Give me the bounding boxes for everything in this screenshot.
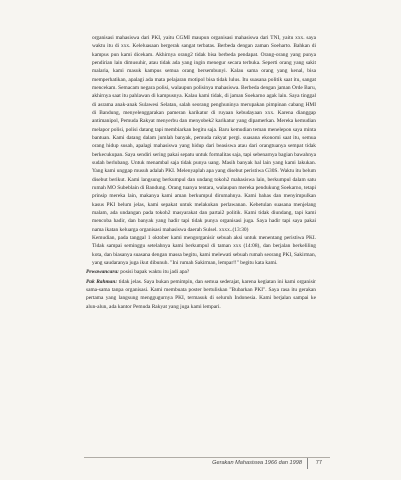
paragraph-1: organisasi mahasiswa dari PKI, yaitu CGMI maupun organisasi mahasiswa dari TNI, yaitu xxx. saya waktu itu di xxx. Keleluasaan bergerak sangat terbatas. Berbeda dengan zaman Soeharto. Bahkan di kampus pun kami dicekam. Akhirnya orang2 tidak bisa berbeda pendapat. Orang-orang yang punya pendirian lain dimusuhir, atau tidak ada yang ingin menegur secara terbuka. Seperti orang yang sakit malaria, kami masuk kampus semua orang bersembunyi. Kalau sama orang yang kenal, bisa memperhatikan, apalagi ada mata pelajaran motipol bisa tidak lulus. Itu suasana politik saat itu, sangat mencekam. Semacam negara polisi, walaupun polisinya mahasiswa. Berbeda dengan jaman Orde Baru, akhirnya saat itu pahlawan di kampusnya. Kalau kami tidak, di jaman Soekarno agak lain. Saya tinggal di asrama anak-anak Sulawesi Selatan, salah seorang penghuninya merupakan pimpinan cabang HMI di Bandung, menyelenggarakan pameran karikatur di ruyaan kebudayaan xxx. Karena dianggap antimanipol, Pemuda Rakyat menyerbu dan menyobek2 karikatur yang dipamerkan. Mereka kemudian melapor polisi, polisi datang tapi membiarkan begitu saja. Baru kemudian teman menelepon saya minta bantuan. Kami datang dalam jumlah banyak, pemuda rakyat pergi. suasana ekonomi saat itu, semua orang hidup susah, apalagi mahasiswa yang hidup dari beasiswa atau dari orangtuanya sempat tidak berkecukupan. Saya sendiri sering pakai sepatu untuk formalitas saja, tapi sebenarnya bagian bawahnya sudah berlubang. Untuk menambal saja tidak punya uang. Masih banyak hal lain yang kami lakukan. Yang kami unggap musuh adalah PKI. Melenyaplah apa yang disebut peristiwa G30S. Waktu itu belum disebut berikut. Kami langsung berkumpul dan undang tokoh2 mahasiswa lain, berkumpul dalam satu rumah MO Subeblain di Bandung. Orang tuanya tentara, walaupun mereka pendukung Soekarno, tetapi prinsip mereka lain, makanya kami aman berkumpul dirumahnya. Kami bahas dan menyimpulkan kasus PKI belum jelas, kami sepakat untuk melakukan perlawanan. Kebetulan suasana menjelang malam, ada undangan pada tokoh2 masyarakat dan partai2 politik. Kami tidak diundang, tapi kami mencoba hadir, dan banyak yang hadir tapi tidak punya organisasi juga. Saya hadir tapi saya pakai nama ikatan keluarga organisasi mahasiswa daerah Sulsel. xxxx..(13:30) xyxy=(92,35,316,233)
page-number: 77 xyxy=(315,460,322,466)
footer-rule xyxy=(84,457,330,458)
paragraph-2: Kemudian, pada tanggal 1 oktober kami mengorganisir sebuah aksi untuk menentang peristiwa PKI. Tidak sampai seminggu setelahnya kami berkumpul di taman xxx (14:08), dan berjalan berkeliling kota, dan biasanya suasana dengan massa begitu, kami melewati sebuah rumah seorang PKI, Sakirman, yang saudaranya juga ikut dibunuh. "Ini rumah Sakirman, lempar!!" begitu kata kami. xyxy=(92,234,316,266)
question-text: posisi bapak waktu itu jadi apa? xyxy=(118,269,190,276)
interviewer-label: Pewawancara: xyxy=(86,269,119,276)
page-footer xyxy=(84,457,330,471)
footer-separator xyxy=(307,458,308,469)
respondent-label: Pak Rahman: xyxy=(86,278,118,285)
interview-question xyxy=(86,268,316,276)
body-text xyxy=(86,34,316,311)
answer-text: tidak jelas. Saya bukan pemimpin, dan semua sederajat, karena kegiatan ini kami organisir sama-sama tanpa organisasi. Kami membuata poster bertuliskan "Bubarkan PKI". Saya rasa itu gerakan pertama yang langsung menggugurnya PKI, termasuk di seluruh Indonesia. Kami berjalan sampai ke alun-alun, ada kantor Pemuda Rakyat yang juga kami lempari. xyxy=(86,278,316,310)
interview-answer xyxy=(86,278,316,311)
footer-book-title: Gerakan Mahasiswa 1966 dan 1998 xyxy=(212,460,302,466)
